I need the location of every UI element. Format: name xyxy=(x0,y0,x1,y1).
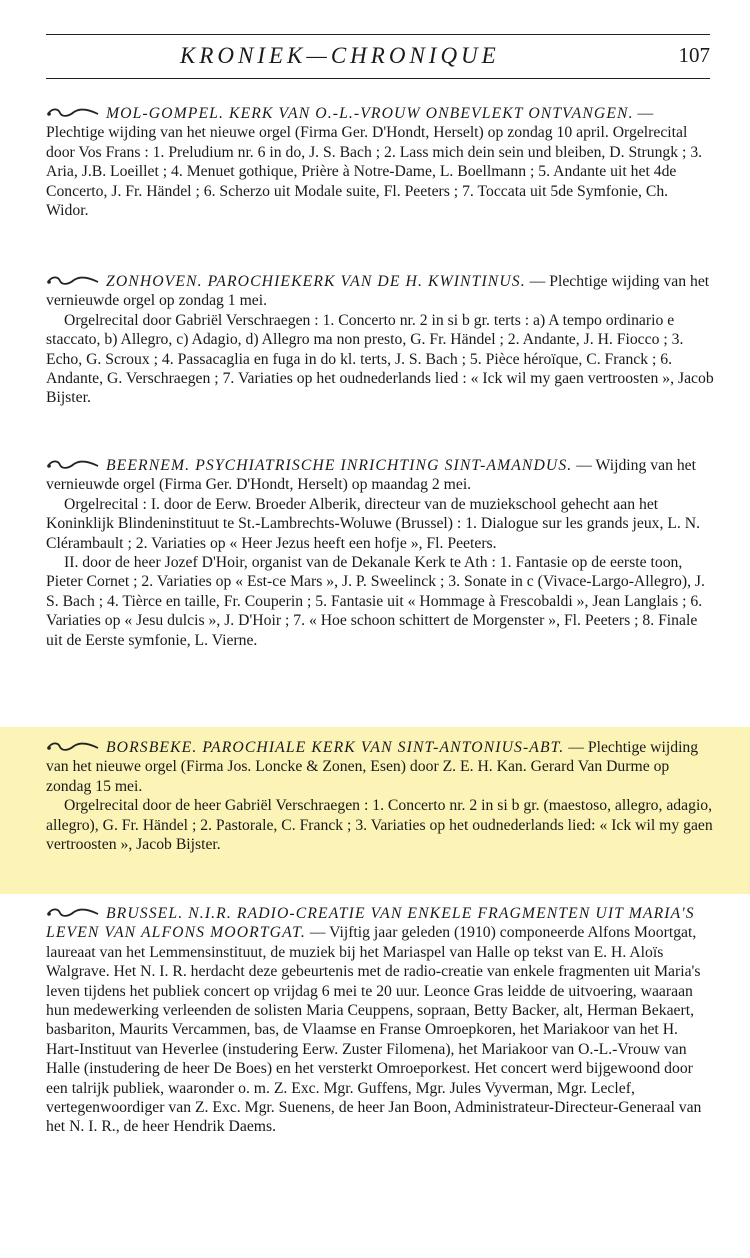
chronicle-entry-borsbeke xyxy=(46,738,714,854)
page-number: 107 xyxy=(678,43,710,67)
flourish-ornament-icon xyxy=(46,105,100,119)
chronicle-entry-mol-gompel xyxy=(46,104,714,220)
header-bottom-rule xyxy=(46,78,710,79)
entry-paragraph xyxy=(46,456,714,495)
entry-paragraph: Orgelrecital door Gabriël Verschraegen : 1. Concerto nr. 2 in si b gr. terts : a) A tempo ordinario e staccato, b) Allegro, c) Adagio, d) Allegro ma non presto, G. Fr. Händel ; 2. Andante, J. H. Fiocco ; 3. Echo, G. Scroux ; 4. Passacaglia en fuga in do kl. terts, J. S. Bach ; 5. Pièce héroïque, C. Franck ; 6. Andante, G. Verschraegen ; 7. Variaties op het oudnederlands lied : « Ick wil my gaen vertroosten », Jacob Bijster. xyxy=(46,311,714,407)
entry-heading: MOL-GOMPEL. KERK VAN O.-L.-VROUW ONBEVLEKT ONTVANGEN. xyxy=(106,105,634,122)
entry-heading: BEERNEM. PSYCHIATRISCHE INRICHTING SINT-AMANDUS. xyxy=(106,457,573,474)
entry-text: — Plechtige wijding van het vernieuwde orgel op zondag 1 mei. xyxy=(46,273,710,310)
entry-text: — Plechtige wijding van het nieuwe orgel (Firma Jos. Loncke & Zonen, Esen) door Z. E. H. Kan. Gerard Van Durme op zondag 15 mei. xyxy=(46,739,699,795)
chronicle-entry-zonhoven xyxy=(46,272,714,408)
chronicle-entry-brussel xyxy=(46,904,714,1137)
flourish-ornament-icon xyxy=(46,457,100,471)
entry-paragraph: Orgelrecital : I. door de Eerw. Broeder Alberik, directeur van de muziekschool gehecht aan het Koninklijk Blindeninstituut te St.-Lambrechts-Woluwe (Brussel) : 1. Dialogue sur les grands jeux, L. N. Clérambault ; 2. Variaties op « Heer Jezus heeft een hofje », Fl. Peeters. xyxy=(46,495,701,552)
flourish-ornament-icon xyxy=(46,273,100,287)
entry-paragraph xyxy=(46,104,714,220)
entry-heading: BRUSSEL. N.I.R. RADIO-CREATIE VAN ENKELE FRAGMENTEN UIT MARIA'S LEVEN VAN ALFONS MOORTGAT. xyxy=(46,905,695,942)
flourish-ornament-icon xyxy=(46,905,100,919)
header-top-rule xyxy=(46,34,710,35)
entry-text: — Plechtige wijding van het nieuwe orgel (Firma Ger. D'Hondt, Herselt) op zondag 10 april. Orgelrecital door Vos Frans : 1. Preludium nr. 6 in do, J. S. Bach ; 2. Lass mich dein sein und bleiben, D. Strungk ; 3. Aria, J.B. Loeillet ; 4. Menuet gothique, Prière à Notre-Dame, L. Boellmann ; 5. Andante uit het 4de Concerto, J. Fr. Händel ; 6. Scherzo uit Modale suite, Fl. Peeters ; 7. Toccata uit 5de Symfonie, Ch. Widor. xyxy=(46,105,703,220)
running-header-title: KRONIEK—CHRONIQUE xyxy=(180,43,500,68)
entry-paragraph xyxy=(46,904,714,1137)
entry-heading: BORSBEKE. PAROCHIALE KERK VAN SINT-ANTONIUS-ABT. xyxy=(106,739,565,756)
entry-paragraph: Orgelrecital door de heer Gabriël Verschraegen : 1. Concerto nr. 2 in si b gr. (maestoso, allegro, adagio, allegro), G. Fr. Händel ; 2. Pastorale, C. Franck ; 3. Variaties op het oudnederlands lied: « Ick wil my gaen vertroosten », Jacob Bijster. xyxy=(46,797,713,854)
chronicle-entry-beernem xyxy=(46,456,714,650)
entry-text: — Wijding van het vernieuwde orgel (Firma Ger. D'Hondt, Herselt) op maandag 2 mei. xyxy=(46,457,697,494)
entry-text: — Vijftig jaar geleden (1910) componeerde Alfons Moortgat, laureaat van het Lemmensinstituut, de muziek bij het Mariaspel van Halle op tekst van E. H. Aloïs Walgrave. Het N. I. R. herdacht deze gebeurtenis met de radio-creatie van enkele fragmenten uit Maria's leven tijdens het publiek concert op vrijdag 6 mei te 20 uur. Leonce Gras leidde de uitvoering, waaraan hun medewerking verleenden de solisten Maria Ceuppens, sopraan, Betty Backer, alt, Herman Bekaert, basbariton, Maurits Vercammen, bas, de Vlaamse en Franse Omroepkoren, het Mariakoor van het H. Hart-Instituut van Heverlee (instudering Eerw. Zuster Filomena), het Mariakoor van O.-L.-Vrouw van Halle (instudering de heer De Boes) en het versterkt Omroeporkest. Het concert werd bijgewoond door een talrijk publiek, waaronder o. m. Z. Exc. Mgr. Guffens, Mgr. Jules Vyverman, Mgr. Leclef, vertegenwoordiger van Z. Exc. Mgr. Suenens, de heer Jan Boon, Administrateur-Directeur-Generaal van het N. I. R., de heer Hendrik Daems. xyxy=(46,924,702,1136)
entry-paragraph xyxy=(46,272,714,311)
entry-paragraph: II. door de heer Jozef D'Hoir, organist van de Dekanale Kerk te Ath : 1. Fantasie op de eerste toon, Pieter Cornet ; 2. Variaties op « Est-ce Mars », J. P. Sweelinck ; 3. Sonate in c (Vivace-Largo-Allegro), J. S. Bach ; 4. Tièrce en taille, Fr. Couperin ; 5. Fantasie uit « Hommage à Frescobaldi », Jean Langlais ; 6. Variaties op « Jesu dulcis », J. D'Hoir ; 7. « Hoe schoon schittert de Morgenster », Fl. Peeters ; 8. Finale uit de Eerste symfonie, L. Vierne. xyxy=(46,554,705,649)
entry-heading: ZONHOVEN. PAROCHIEKERK VAN DE H. KWINTINUS. xyxy=(106,273,526,290)
flourish-ornament-icon xyxy=(46,739,100,753)
entry-paragraph xyxy=(46,738,714,796)
